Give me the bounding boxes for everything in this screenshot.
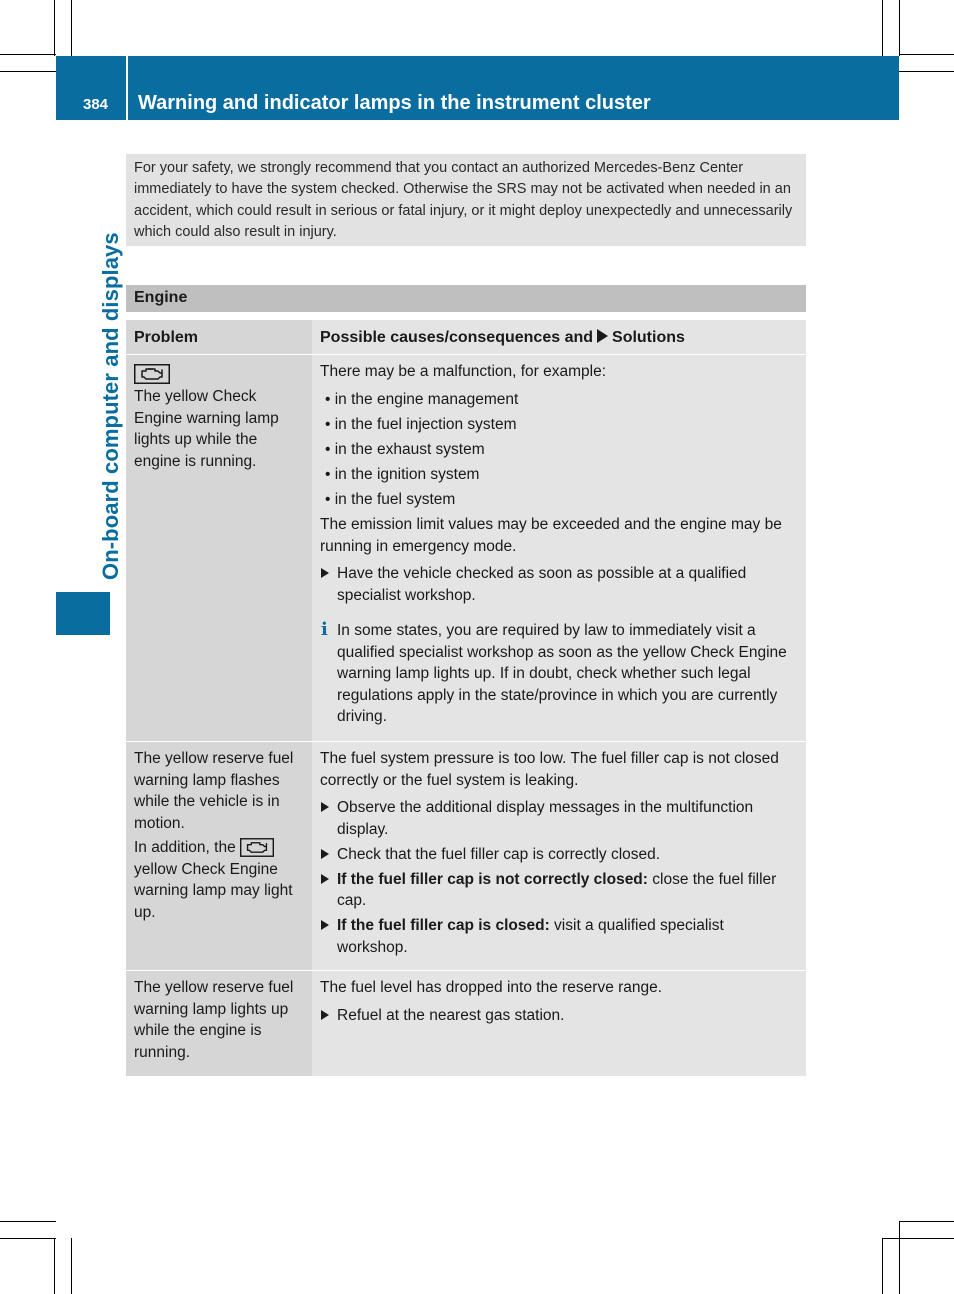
crop-mark [54,0,55,56]
problem-extra-after: yellow Check Engine warning lamp may light up. [134,860,293,921]
header-divider [126,56,128,120]
page-number: 384 [83,96,109,113]
page-title: Warning and indicator lamps in the instrument cluster [138,92,651,114]
causes-cell [312,742,806,970]
cause-intro: The fuel system pressure is too low. The fuel filler cap is not closed correctly or the fuel system is leaking. [320,750,779,789]
crop-mark [0,71,56,72]
info-text: In some states, you are required by law to immediately visit a qualified specialist workshop as soon as the yellow Check Engine warning lamp lights up. If in doubt, check whether such legal regulations apply in the state/province in which you are currently driving. [337,622,787,725]
action-condition: If the fuel filler cap is not correctly closed: [337,870,648,888]
crop-mark [899,54,954,55]
section-title: Engine [126,285,806,312]
action-text: close the fuel filler cap. [337,870,777,909]
table-row [126,742,806,970]
table-row [126,971,806,1076]
side-tab-marker [56,592,110,635]
column-header-problem: Problem [126,320,312,354]
crop-mark [882,0,883,56]
page-header [56,56,899,120]
problem-extra-before: In addition, the [134,839,236,856]
causes-cell [312,971,806,1076]
consequence-text: The emission limit values may be exceeded and the engine may be running in emergency mode. [320,516,782,555]
list-item: • in the exhaust system [325,440,485,458]
problem-cell [126,742,312,970]
table-row [126,355,806,741]
crop-mark [899,71,954,72]
list-item: • in the ignition system [325,465,480,483]
list-item: • in the fuel injection system [325,415,517,433]
action-condition: If the fuel filler cap is closed: [337,917,550,934]
table-header-row [126,320,806,354]
problem-text: The yellow reserve fuel warning lamp flashes while the vehicle is in motion. [134,750,294,832]
info-note [320,620,798,728]
action-step [320,915,798,958]
crop-mark [0,1238,56,1239]
engine-table [126,320,806,1076]
crop-mark [899,1221,900,1294]
action-step [320,869,798,912]
column-header-solutions-text: Solutions [612,329,685,346]
action-step: Refuel at the nearest gas station. [320,1005,798,1027]
crop-mark [882,1238,883,1294]
column-header-causes [312,320,806,354]
info-icon: i [321,619,328,640]
crop-mark [0,54,56,55]
crop-mark [71,0,72,56]
column-header-causes-text: Possible causes/consequences and [320,329,594,346]
causes-cell [312,355,806,741]
action-step: Have the vehicle checked as soon as possible at a qualified specialist workshop. [320,563,798,606]
crop-mark [882,1238,954,1239]
problem-extra [134,837,304,923]
check-engine-icon [134,364,304,386]
crop-mark [54,1238,55,1294]
list-item: • in the fuel system [325,490,456,508]
cause-list [320,389,798,511]
crop-mark [0,1221,56,1222]
action-text: visit a qualified specialist workshop. [337,917,724,956]
list-item: • in the engine management [325,390,519,408]
side-tab-label: On-board computer and displays [98,232,123,580]
cause-intro: There may be a malfunction, for example: [320,363,607,380]
crop-mark [899,0,900,56]
safety-note: For your safety, we strongly recommend that you contact an authorized Mercedes-Benz Center immediately to have the system checked. Otherwise the SRS may not be activated when needed in an accident, which could result in serious or fatal injury, or it might deploy unexpectedly and unnecessarily which could also result in injury. [126,154,806,246]
crop-mark [71,1238,72,1294]
check-engine-icon [240,838,274,857]
arrow-right-icon [597,329,608,343]
crop-mark [899,1221,954,1222]
action-step: Check that the fuel filler cap is correctly closed. [320,844,798,866]
problem-cell [126,355,312,741]
cause-intro: The fuel level has dropped into the reserve range. [320,979,663,996]
problem-cell: The yellow reserve fuel warning lamp lights up while the engine is running. [126,971,312,1076]
action-step: Observe the additional display messages in the multifunction display. [320,797,798,840]
problem-text: The yellow Check Engine warning lamp lights up while the engine is running. [134,388,279,470]
